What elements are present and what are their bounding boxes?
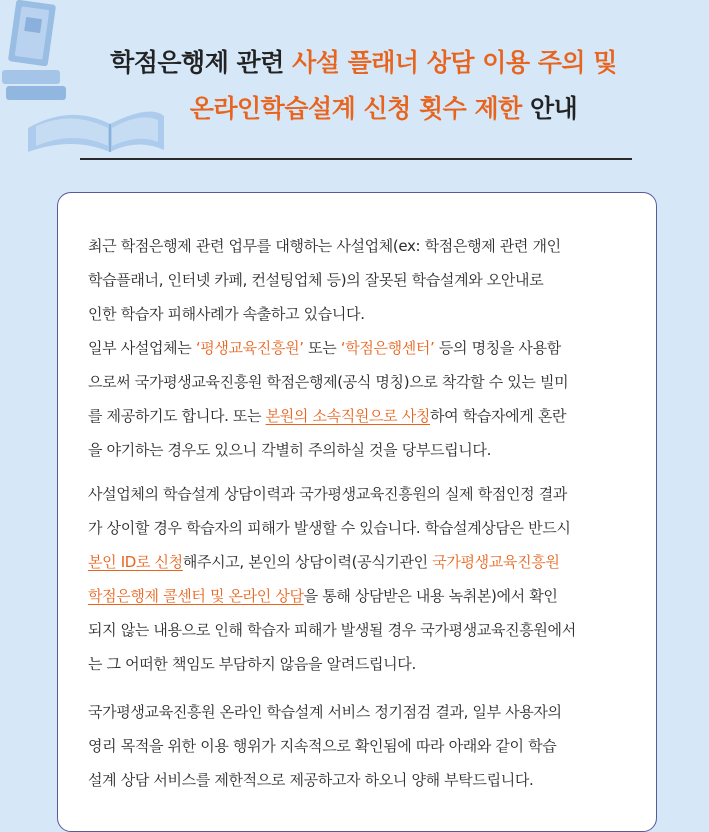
- text-line: 국가평생교육진흥원 온라인 학습설계 서비스 정기점검 결과, 일부 사용자의: [88, 703, 562, 721]
- text-line: 인한 학습자 피해사례가 속출하고 있습니다.: [88, 305, 365, 323]
- text-line: [88, 545, 648, 579]
- text-line: [88, 579, 648, 613]
- notice-paragraph-3: [88, 695, 648, 797]
- title-divider: [80, 158, 632, 160]
- highlight-institute: 국가평생교육진흥원: [432, 553, 560, 571]
- highlight-impersonation: 본원의 소속직원으로 사칭: [265, 407, 431, 425]
- highlight-name-1: ‘평생교육진흥원’: [195, 339, 304, 357]
- highlight-name-2: ‘학점은행센터’: [340, 339, 435, 357]
- title-line-2-highlight: 온라인학습설계 신청 횟수 제한: [189, 94, 522, 123]
- title-line-2-plain: 안내: [521, 94, 578, 123]
- notice-paragraph-1: [88, 229, 648, 467]
- text-line: 을 야기하는 경우도 있으니 각별히 주의하실 것을 당부드립니다.: [88, 441, 491, 459]
- title-line-1-highlight: 사설 플래너 상담 이용 주의 및: [292, 48, 617, 77]
- highlight-own-id: 본인 ID로 신청: [88, 553, 183, 571]
- title-line-1: [0, 40, 709, 86]
- text-line: 설계 상담 서비스를 제한적으로 제공하고자 하오니 양해 부탁드립니다.: [88, 771, 534, 789]
- text-line: 영리 목적을 위한 이용 행위가 지속적으로 확인됨에 따라 아래와 같이 학습: [88, 737, 557, 755]
- page-title: [0, 40, 709, 132]
- text-line: 되지 않는 내용으로 인해 학습자 피해가 발생될 경우 국가평생교육진흥원에서: [88, 621, 576, 639]
- text-segment: 을 통해 상담받은 내용 녹취본)에서 확인: [303, 587, 558, 605]
- highlight-callcenter: 학점은행제 콜센터 및 온라인 상담: [88, 587, 304, 605]
- text-segment: 해주시고, 본인의 상담이력(공식기관인: [182, 553, 433, 571]
- title-line-1-plain: 학점은행제 관련: [110, 48, 293, 77]
- text-line: 학습플래너, 인터넷 카페, 컨설팅업체 등)의 잘못된 학습설계와 오안내로: [88, 271, 544, 289]
- text-line: 사설업체의 학습설계 상담이력과 국가평생교육진흥원의 실제 학점인정 결과: [88, 485, 567, 503]
- notice-paragraph-2: [88, 477, 648, 681]
- text-line: 가 상이할 경우 학습자의 피해가 발생할 수 있습니다. 학습설계상담은 반드시: [88, 519, 571, 537]
- text-line: [88, 331, 648, 365]
- text-segment: 등의 명칭을 사용함: [434, 339, 561, 357]
- text-segment: 또는: [303, 339, 341, 357]
- text-segment: 하여 학습자에게 혼란: [430, 407, 567, 425]
- text-line: 으로써 국가평생교육진흥원 학점은행제(공식 명칭)으로 착각할 수 있는 빌미: [88, 373, 569, 391]
- text-line: [88, 399, 648, 433]
- text-segment: 를 제공하기도 합니다. 또는: [88, 407, 266, 425]
- text-line: 최근 학점은행제 관련 업무를 대행하는 사설업체(ex: 학점은행제 관련 개인: [88, 237, 561, 255]
- title-line-2: [0, 86, 709, 132]
- text-line: 는 그 어떠한 책임도 부담하지 않음을 알려드립니다.: [88, 655, 416, 673]
- text-segment: 일부 사설업체는: [88, 339, 196, 357]
